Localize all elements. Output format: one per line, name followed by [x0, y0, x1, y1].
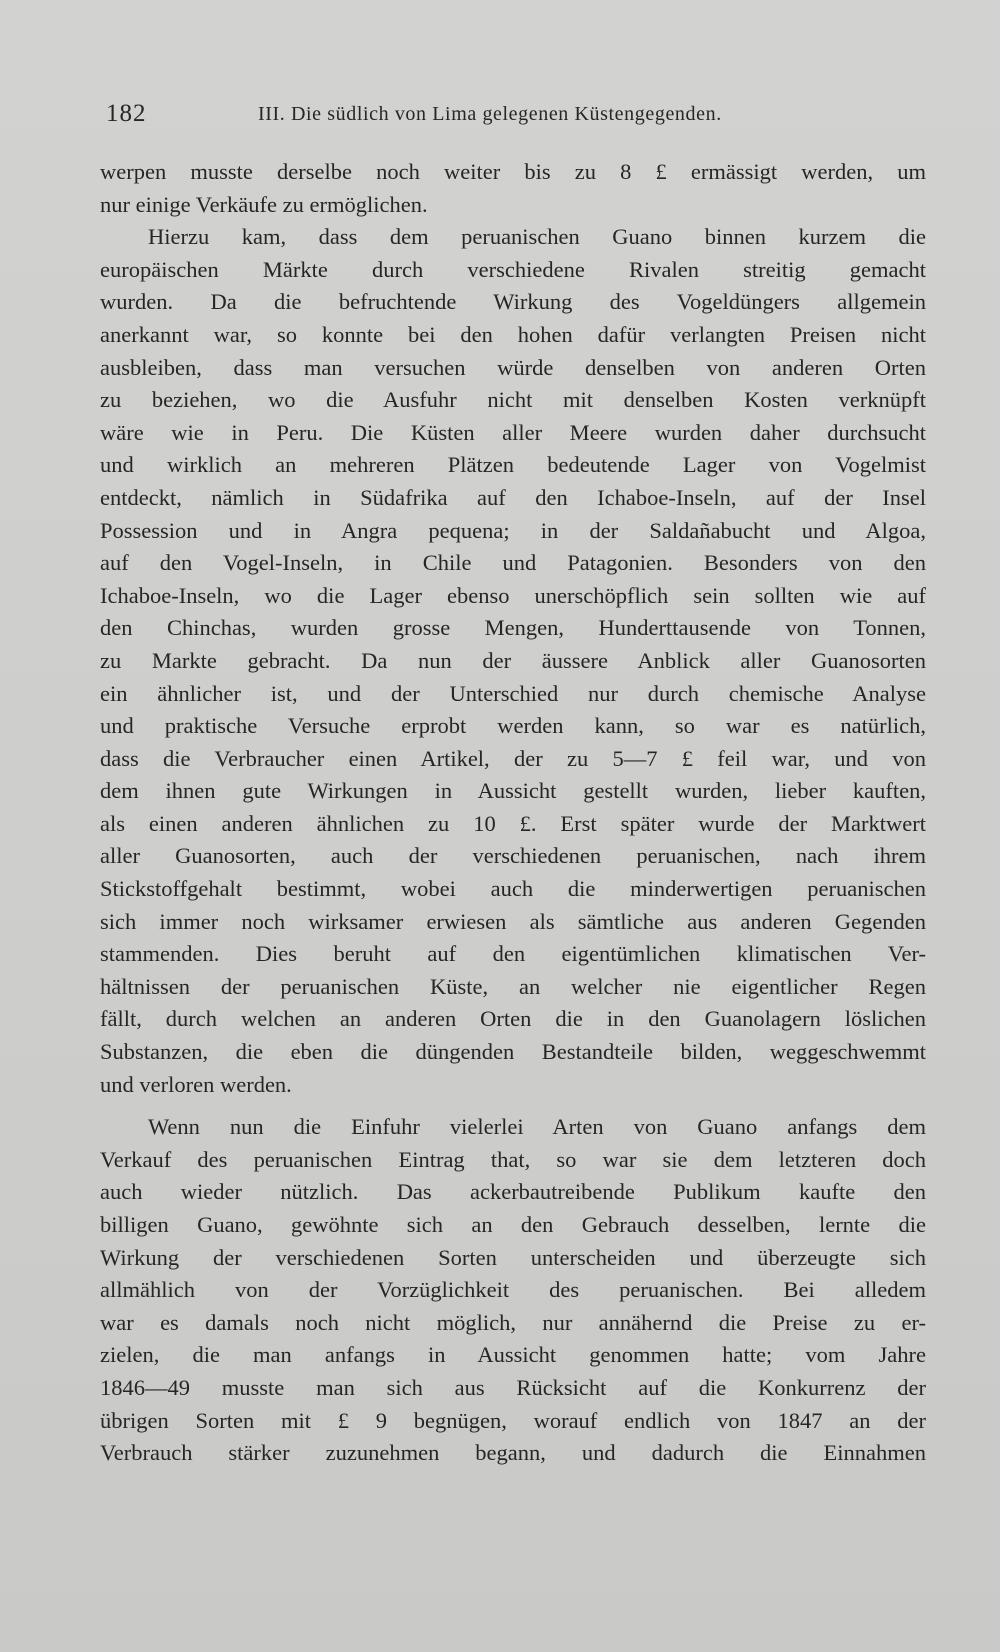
- text-line: übrigen Sorten mit £ 9 begnügen, worauf endlich von 1847 an der: [100, 1407, 926, 1433]
- text-line: zielen, die man anfangs in Aussicht genommen hatte; vom Jahre: [100, 1342, 926, 1368]
- text-line: ausbleiben, dass man versuchen würde denselben von anderen Orten: [100, 354, 926, 380]
- text-line: auch wieder nützlich. Das ackerbautreibende Publikum kaufte den: [100, 1179, 926, 1205]
- text-line: ein ähnlicher ist, und der Unterschied nur durch chemische Analyse: [100, 680, 926, 706]
- text-line: sich immer noch wirksamer erwiesen als sämtliche aus anderen Gegenden: [100, 908, 926, 934]
- text-line: aller Guanosorten, auch der verschiedenen peruanischen, nach ihrem: [100, 843, 926, 869]
- text-line: zu beziehen, wo die Ausfuhr nicht mit denselben Kosten verknüpft: [100, 387, 926, 413]
- text-line: 1846—49 musste man sich aus Rücksicht auf die Konkurrenz der: [100, 1374, 926, 1400]
- text-line: und praktische Versuche erprobt werden kann, so war es natürlich,: [100, 713, 926, 739]
- text-line: Hierzu kam, dass dem peruanischen Guano binnen kurzem die: [148, 224, 926, 250]
- text-line: dem ihnen gute Wirkungen in Aussicht gestellt wurden, lieber kauften,: [100, 778, 926, 804]
- text-line: stammenden. Dies beruht auf den eigentümlichen klimatischen Ver-: [100, 941, 926, 967]
- text-line: anerkannt war, so konnte bei den hohen dafür verlangten Preisen nicht: [100, 321, 926, 347]
- text-line: nur einige Verkäufe zu ermöglichen.: [100, 191, 428, 217]
- text-line: Stickstoffgehalt bestimmt, wobei auch die minderwertigen peruanischen: [100, 876, 926, 902]
- text-line: Substanzen, die eben die düngenden Bestandteile bilden, weggeschwemmt: [100, 1039, 926, 1065]
- page-number: 182: [106, 100, 147, 127]
- text-line: werpen musste derselbe noch weiter bis zu 8 £ ermässigt werden, um: [100, 159, 926, 184]
- text-line: wurden. Da die befruchtende Wirkung des Vogeldüngers allgemein: [100, 289, 926, 315]
- text-line: als einen anderen ähnlichen zu 10 £. Erst später wurde der Marktwert: [100, 810, 926, 836]
- text-line: billigen Guano, gewöhnte sich an den Gebrauch desselben, lernte die: [100, 1212, 926, 1237]
- text-line: dass die Verbraucher einen Artikel, der zu 5—7 £ feil war, und von: [100, 745, 926, 771]
- text-line: den Chinchas, wurden grosse Mengen, Hunderttausende von Tonnen,: [100, 615, 926, 641]
- text-line: Ichaboe-Inseln, wo die Lager ebenso unerschöpflich sein sollten wie auf: [100, 582, 926, 608]
- running-head: [106, 100, 926, 136]
- text-line: hältnissen der peruanischen Küste, an welcher nie eigentlicher Regen: [100, 973, 926, 999]
- text-line: entdeckt, nämlich in Südafrika auf den Ichaboe-Inseln, auf der Insel: [100, 484, 926, 510]
- text-line: und wirklich an mehreren Plätzen bedeutende Lager von Vogelmist: [100, 452, 926, 478]
- text-line: war es damals noch nicht möglich, nur annähernd die Preise zu er-: [100, 1309, 926, 1335]
- text-line: Possession und in Angra pequena; in der Saldañabucht und Algoa,: [100, 517, 926, 543]
- chapter-title: III. Die südlich von Lima gelegenen Küstengegenden.: [258, 103, 722, 125]
- paragraph-gap: [100, 1101, 926, 1111]
- text-line: Verbrauch stärker zuzunehmen begann, und dadurch die Einnahmen: [100, 1440, 926, 1466]
- text-line: auf den Vogel-Inseln, in Chile und Patagonien. Besonders von den: [100, 550, 926, 576]
- text-line: wäre wie in Peru. Die Küsten aller Meere wurden daher durchsucht: [100, 419, 926, 445]
- text-line: allmählich von der Vorzüglichkeit des peruanischen. Bei alledem: [100, 1277, 926, 1303]
- text-line: fällt, durch welchen an anderen Orten die in den Guanolagern löslichen: [100, 1006, 926, 1032]
- body-text: [100, 156, 926, 1470]
- text-line: Wenn nun die Einfuhr vielerlei Arten von Guano anfangs dem: [148, 1114, 926, 1140]
- text-line: und verloren werden.: [100, 1071, 292, 1097]
- text-line: europäischen Märkte durch verschiedene Rivalen streitig gemacht: [100, 256, 926, 282]
- text-line: zu Markte gebracht. Da nun der äussere Anblick aller Guanosorten: [100, 647, 926, 673]
- text-line: Verkauf des peruanischen Eintrag that, so war sie dem letzteren doch: [100, 1146, 926, 1172]
- text-line: Wirkung der verschiedenen Sorten unterscheiden und überzeugte sich: [100, 1244, 926, 1270]
